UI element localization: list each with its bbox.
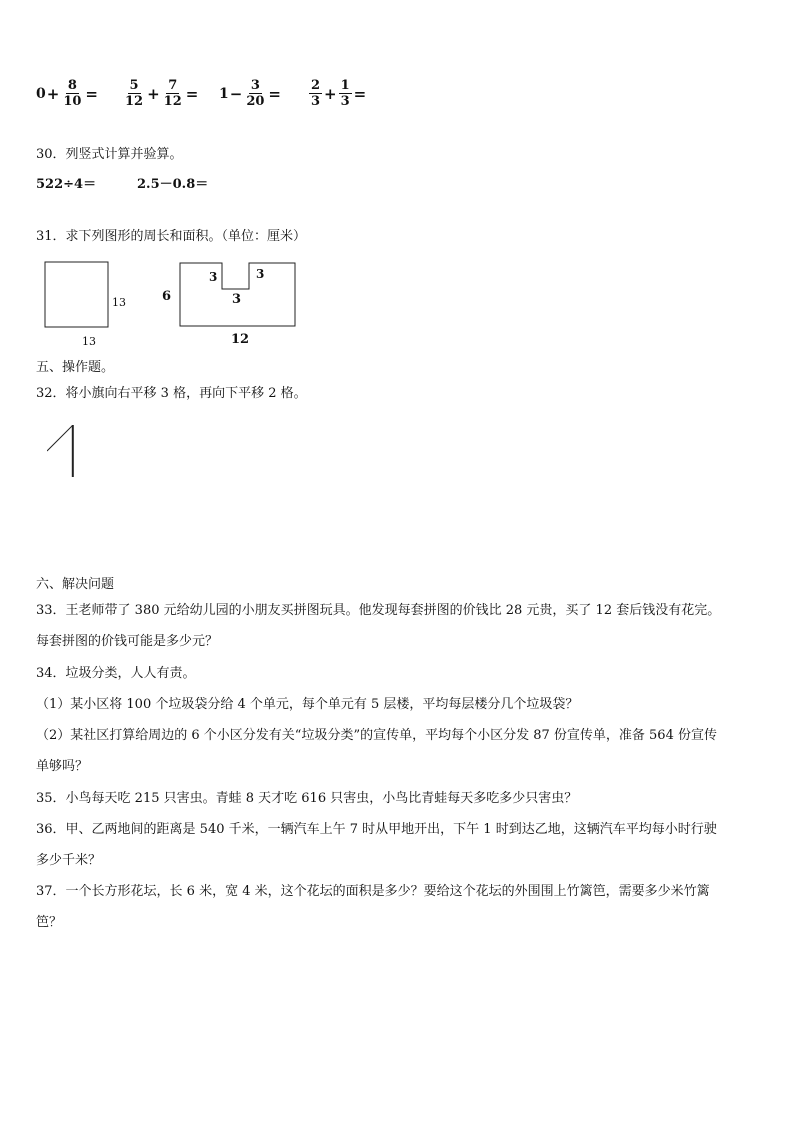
expr-op: + [46, 84, 60, 103]
expr-equals: = [85, 84, 98, 103]
numerator: 5 [129, 78, 139, 93]
question-33-line1: 33．王老师带了 380 元给幼儿园的小朋友买拼图玩具。他发现每套拼图的价钱比 28 元贵，买了 12 套后钱没有花完。 [36, 603, 721, 618]
question-34-title: 34．垃圾分类，人人有责。 [36, 666, 196, 681]
shape-left-label: 6 [162, 289, 172, 304]
expr-equals: = [185, 84, 199, 103]
question-30-title: 30．列竖式计算并验算。 [36, 147, 183, 162]
square-figure [45, 262, 108, 327]
question-30-a: 522÷4＝ [36, 177, 97, 192]
question-36-line1: 36．甲、乙两地间的距离是 540 千米，一辆汽车上午 7 时从甲地开出，下午 1 时到达乙地，这辆汽车平均每小时行驶 [36, 822, 717, 837]
section-6-heading: 六、解决问题 [36, 577, 115, 592]
section-5-heading: 五、操作题。 [36, 360, 115, 375]
question-34-part2-line1: （2）某社区打算给周边的 6 个小区分发有关“垃圾分类”的宣传单，平均每个小区分发 87 份宣传单，准备 564 份宣传 [36, 728, 717, 743]
expr-lead: 1 [219, 85, 229, 102]
expr-equals: = [268, 84, 281, 103]
square-side-label: 13 [112, 296, 126, 309]
question-35: 35．小鸟每天吃 215 只害虫。青蛙 8 天才吃 616 只害虫，小鸟比青蛙每天多吃多少只害虫？ [36, 791, 578, 806]
denominator: 3 [311, 94, 321, 109]
question-37-line1: 37．一个长方形花坛，长 6 米，宽 4 米，这个花坛的面积是多少？要给这个花坛的外围围上竹篱笆，需要多少米竹篱 [36, 884, 710, 899]
expr-op: + [147, 84, 160, 103]
question-36-line2: 多少千米？ [36, 853, 102, 868]
denominator: 3 [340, 94, 350, 109]
question-31-title: 31．求下列图形的周长和面积。（单位：厘米） [36, 229, 307, 244]
question-33-line2: 每套拼图的价钱可能是多少元？ [36, 634, 219, 649]
shape-notch-right-label: 3 [256, 267, 265, 281]
question-34-part1: （1）某小区将 100 个垃圾袋分给 4 个单元，每个单元有 5 层楼，平均每层楼分几个垃圾袋？ [36, 697, 579, 712]
denominator: 12 [125, 94, 144, 109]
flag-icon [47, 425, 177, 555]
numerator: 2 [311, 78, 321, 93]
expr-equals: = [353, 84, 367, 103]
question-34-part2-line2: 单够吗？ [36, 759, 89, 774]
numerator: 8 [67, 78, 77, 93]
denominator: 10 [63, 94, 82, 109]
shape-notch-bottom-label: 3 [232, 292, 242, 307]
shape-notch-left-label: 3 [209, 270, 218, 284]
numerator: 3 [250, 78, 260, 93]
denominator: 20 [246, 94, 265, 109]
shape-bottom-label: 12 [231, 332, 250, 347]
square-bottom-label: 13 [82, 335, 96, 348]
numerator: 7 [168, 78, 178, 93]
expr-op: − [229, 84, 243, 103]
expr-op: + [324, 84, 337, 103]
expr-lead: 0 [36, 85, 46, 102]
question-37-line2: 笆？ [36, 915, 63, 930]
numerator: 1 [340, 78, 350, 93]
question-30-b: 2.5－0.8＝ [137, 177, 209, 192]
question-32: 32．将小旗向右平移 3 格，再向下平移 2 格。 [36, 386, 307, 401]
denominator: 12 [163, 94, 182, 109]
